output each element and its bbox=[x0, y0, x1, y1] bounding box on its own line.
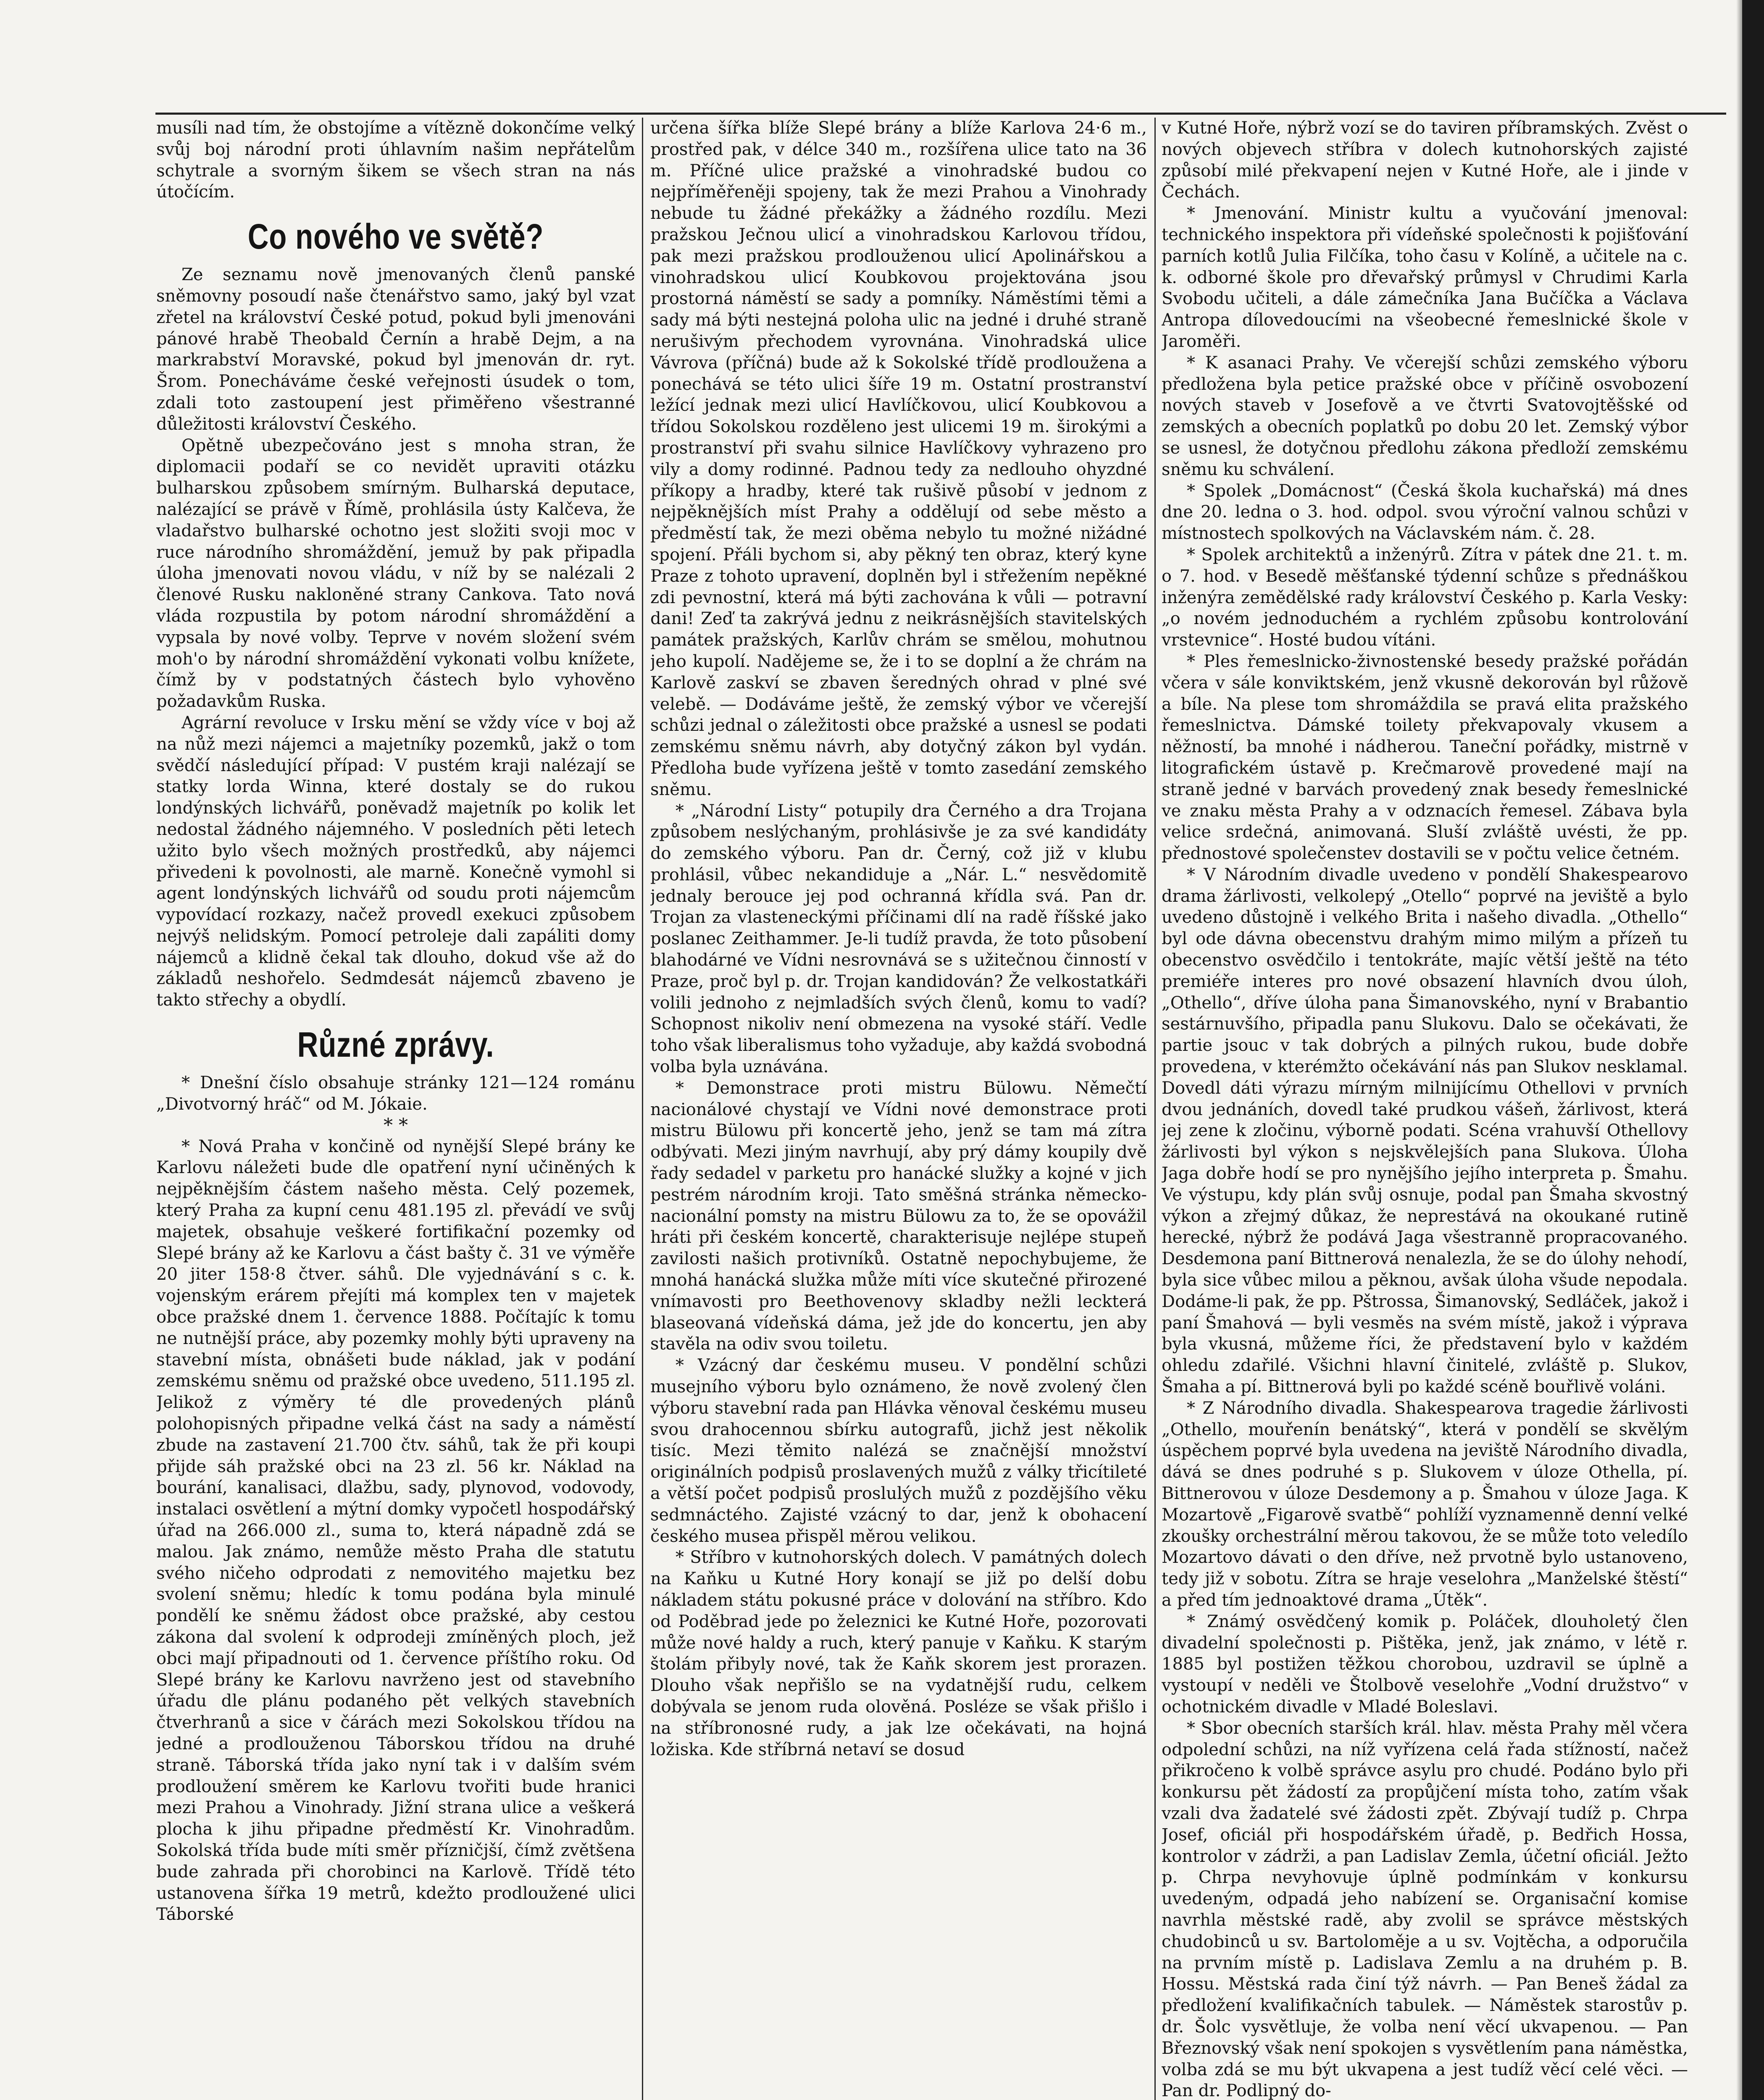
column-left bbox=[156, 118, 635, 2100]
section-heading-news: Co nového ve světě? bbox=[247, 217, 544, 257]
paragraph: * Nová Praha v končině od nynější Slepé brány ke Karlovu náležeti bude dle opatření nyní učiněných k nejpěknějším částem našeho města. Celý pozemek, který Praha za kupní cenu 481.195 zl. převádí ve svůj majetek, obsahuje veškeré fortifikační pozemky od Slepé brány až ke Karlovu a část bašty č. 31 ve výměře 20 jiter 158·8 čtver. sáhů. Dle vyjednávání s c. k. vojenským erárem přejíti má komplex ten v majetek obce pražské dnem 1. července 1888. Počítajíc k tomu ne nutnější práce, aby pozemky mohly býti upraveny na stavební místa, obnášeti bude náklad, jak v podání zemskému sněmu od pražské obce uvedeno, 511.195 zl. Jelikož z výměry té dle provedených plánů polohopisných připadne velká část na sady a náměstí zbude na zastavení 21.700 čtv. sáhů, tak že při koupi přijde sáh pražské obci na 23 zl. 56 kr. Náklad na bourání, kanalisaci, dlažbu, sady, plynovod, vodovody, instalaci osvětlení a mýtní domky vypočetl hospodářský úřad na 266.000 zl., suma to, která nápadně zdá se malou. Jak známo, nemůže město Praha dle statutu svého ničeho odprodati z nemovitého majetku bez svolení sněmu; hledíc k tomu podána byla minulé pondělí ke sněmu žádost obce pražské, aby cestou zákona dal svolení k odprodeji zmíněných ploch, jež obci mají připadnouti od 1. července příštího roku. Od Slepé brány ke Karlovu navrženo jest od stavebního úřadu dle plánu podaného pět velkých stavebních čtverhranů a sice v čárách mezi Sokolskou třídou na jedné a prodlouženou Táborskou třídou na druhé straně. Táborská třída jako nyní tak i v dalším svém prodloužení směrem ke Karlovu tvořiti bude hranici mezi Prahou a Vinohrady. Jižní strana ulice a veškerá plocha k jihu připadne předměstí Kr. Vinohradům. Sokolská třída bude míti směr přízničjší, čímž zvětšena bude zahrada při chorobinci na Karlově. Třídě této ustanovena šířka 19 metrů, kdežto prodloužené ulici Táborské bbox=[156, 1137, 635, 1924]
paragraph: * Demonstrace proti mistru Bülowu. Němečtí nacionálové chystají ve Vídni nové demonstrace proti mistru Bülowu při koncertě jeho, jenž se tam má zítra odbývati. Mezi jiným navrhují, aby prý dámy koupily dvě řady sedadel v parketu pro hanácké služky a kojné v jich pestrém národním kroji. Tato směšná stránka německo-nacionální pomsty na mistru Bülowu za to, že se opovážil hráti při českém koncertě, charakterisuje nejlépe stupeň zavilosti našich protivníků. Ostatně nepochybujeme, že mnohá hanácká služka může míti více skutečné přirozené vnímavosti pro Beethovenovy skladby nežli leckterá blaseovaná vídeňská dáma, jež jde do koncertu, jen aby stavěla na odiv svou toiletu. bbox=[650, 1078, 1147, 1354]
scan-edge-shadow bbox=[1736, 0, 1742, 2100]
paragraph: * V Národním divadle uvedeno v pondělí Shakespearovo drama žárlivosti, velkolepý „Otello“ poprvé na jeviště a bylo uvedeno důstojně i velkého Brita i našeho divadla. „Othello“ byl ode dávna obecenstvu drahým mimo milým a přízeň tu obecenstvo osvědčilo i tentokráte, majíc větší ještě na této premiéře interes pro nové obsazení hlavních dvou úloh, „Othello“, dříve úloha pana Šimanovského, nyní v Brabantio sestárnuvšího, připadla panu Slukovu. Dalo se očekávati, že partie jsouc v tak dobrých a pilných rukou, bude dobře provedena, v kterémžto očekávání nás pan Slukov nesklamal. Dovedl dáti výrazu mírným milnijícímu Othellovi v prvních dvou jednáních, dovedl také prudkou vášeň, žárlivost, která jej zene k zločinu, výborně podati. Scéna vrahuvší Othellovy žárlivosti byl výkon s nejskvělejších pana Slukova. Úloha Jaga dobře hodí se pro nynějšího jejího interpreta p. Šmahu. Ve výstupu, kdy plán svůj osnuje, podal pan Šmaha skvostný výkon a zřejmý důkaz, že neprestává na okoukané rutině herecké, nýbrž že podává Jaga všestranně propracovaného. Desdemona paní Bittnerová nenalezla, že se do úlohy nehodí, byla sice vůbec milou a pěknou, avšak úloha všude nepodala. Dodáme-li pak, že pp. Pštrossa, Šimanovský, Sedláček, jakož i paní Šmahová — byli vesměs na svém místě, jakož i výprava byla vkusná, můžeme říci, že představení bylo v každém ohledu zdařilé. Všichni hlavní činitelé, zvláště p. Slukov, Šmaha a pí. Bittnerová byli po každé scéně bouřlivě voláni. bbox=[1162, 865, 1688, 1397]
column-middle bbox=[650, 118, 1147, 2100]
paragraph: Ze seznamu nově jmenovaných členů panské sněmovny posoudí naše čtenářstvo samo, jaký byl vzat zřetel na království České potud, pokud byli jmenováni pánové hrabě Theobald Černín a hrabě Dejm, a na markrabství Moravské, pokud byl jmenován dr. ryt. Šrom. Ponecháváme české veřejnosti úsudek o tom, zdali toto zastoupení jest přiměřeno všestranné důležitosti království Českého. bbox=[156, 265, 635, 434]
paragraph: * „Národní Listy“ potupily dra Černého a dra Trojana způsobem neslýchaným, prohlásivše je za své kandidáty do zemského výboru. Pan dr. Černý, což již v klubu prohlásil, vůbec nekandiduje a „Nár. L.“ nesvědomitě jednaly berouce jej pod ochranná křídla svá. Pan dr. Trojan za vlasteneckými příčinami dlí na radě říšské jako poslanec Zeithammer. Je-li tudíž pravda, že toto působení blahodárné ve Vídni nesrovnává se s užitečnou činností v Praze, proč byl p. dr. Trojan kandidován? Že velkostatkáři volili jednoho z nejmladších svých členů, komu to vadí? Schopnost nikoliv není obmezena na vysoké stáří. Vedle toho však liberalismus toho vyžaduje, aby každá svobodná volba byla uznávána. bbox=[650, 801, 1147, 1077]
paragraph: * Stříbro v kutnohorských dolech. V památných dolech na Kaňku u Kutné Hory konají se již po delší dobu nákladem státu pokusné práce v dolování na stříbro. Kdo od Poděbrad jede po železnici ke Kutné Hoře, pozorovati může nové haldy a ruch, který panuje v Kaňku. K starým štolám přibyly nové, tak že Kaňk skorem jest prorazen. Dlouho však nepřišlo se na vydatnější rudu, celkem dobývala se jenom ruda olověná. Posléze se však přišlo i na stříbronosné rudy, a jak lze očekávati, na hojná ložiska. Kde stříbrná netaví se dosud bbox=[650, 1548, 1147, 1759]
asterisk-divider: * * bbox=[384, 1114, 408, 1136]
paragraph: * Z Národního divadla. Shakespearova tragedie žárlivosti „Othello, mouřenín benátský“, která v pondělí se skvělým úspěchem poprvé byla uvedena na jeviště Národního divadla, dává se dnes podruhé s p. Slukovem v úloze Othella, pí. Bittnerovou v úloze Desdemony a p. Šmahou v úloze Jaga. K Mozartově „Figarově svatbě“ pohlíží vyznamenně denní velké zkoušky orchestrální měrou takovou, že se může toto veledílo Mozartovo dávati o den dříve, než prvotně bylo ustanoveno, tedy již v sobotu. Zítra se hraje veselohra „Manželské štěstí“ a před tím jednoaktové drama „Útěk“. bbox=[1162, 1398, 1688, 1610]
column-divider bbox=[642, 118, 643, 2100]
paragraph: * Vzácný dar českému museu. V pondělní schůzi musejního výboru bylo oznámeno, že nově zvolený člen výboru stavební rada pan Hlávka věnoval českému museu svou drahocennou sbírku autografů, jichž jest několik tisíc. Mezi těmito nalézá se značnější množství originálních podpisů proslavených mužů z války třicítileté a větší počet podpisů proslulých mužů z pozdějšího věku sedmnáctého. Zajisté vzácný to dar, jenž k obohacení českého musea přispěl měrou velikou. bbox=[650, 1356, 1147, 1546]
column-right bbox=[1162, 118, 1688, 2100]
paragraph: * Ples řemeslnicko-živnostenské besedy pražské pořádán včera v sále konviktském, jenž vkusně dekorován byl růžově a bíle. Na plese tom shromáždila se pravá elita pražského řemeslnictva. Dámské toilety překvapovaly vkusem a něžností, ba mnohé i nádherou. Taneční pořádky, mistrně v litografickém ústavě p. Krečmarově provedené mají na straně jedné v barvách provedený znak besedy řemeslnické ve znaku města Prahy a v odznacích řemesel. Zábava byla velice srdečná, animovaná. Sluší zvláště uvésti, že pp. přednostové společenstev dostavili se v počtu velice četném. bbox=[1162, 651, 1688, 864]
paragraph: * Sbor obecních starších král. hlav. města Prahy měl včera odpolední schůzi, na níž vyřízena celá řada stížností, načež přikročeno k volbě správce asylu pro chudé. Podáno bylo při konkursu pět žádostí za propůjčení místa toho, zatím však vzali dva žadatelé své žádosti zpět. Zbývají tudíž p. Chrpa Josef, oficiál při hospodářském úřadě, p. Bedřich Hossa, kontrolor v zádrži, a pan Ladislav Zemla, účetní oficiál. Ježto p. Chrpa nevyhovuje úplně podmínkám v konkursu uvedeným, odpadá jeho nabízení se. Organisační komise navrhla městské radě, aby zvolil se správce městských chudobinců u sv. Bartoloměje a u sv. Vojtěcha, a odporučila na prvním místě p. Ladislava Zemlu a na druhém p. B. Hossu. Městská rada činí týž návrh. — Pan Beneš žádal za předložení kvalifikačních tabulek. — Náměstek starostův p. dr. Šolc vysvětluje, že volba není věcí ukvapenou. — Pan Březnovský však není spokojen s vysvětlením pana náměstka, volba zdá se mu být ukvapena a jest tudíž věcí celé věci. — Pan dr. Podlipný do- bbox=[1162, 1718, 1688, 2100]
column-divider bbox=[1154, 118, 1156, 2100]
top-border-rule bbox=[155, 113, 1726, 115]
section-heading-misc: Různé zprávy. bbox=[297, 1025, 494, 1065]
paragraph: * Spolek „Domácnost“ (Česká škola kuchařská) má dnes dne 20. ledna o 3. hod. odpol. svou výroční valnou schůzi v místnostech spolkových na Václavském nám. č. 28. bbox=[1162, 481, 1688, 543]
paragraph: * Spolek architektů a inženýrů. Zítra v pátek dne 21. t. m. o 7. hod. v Besedě měšťanské týdenní schůze s přednáškou inženýra zemědělské rady království Českého p. Karla Vesky: „o novém jednoduchém a rychlém způsobu kontrolování vrstevnice“. Hosté budou vítáni. bbox=[1162, 545, 1688, 650]
paragraph: určena šířka blíže Slepé brány a blíže Karlova 24·6 m., prostřed pak, v délce 340 m., rozšířena ulice tato na 36 m. Příčné ulice pražské a vinohradské budou co nejpříměřeněji spojeny, tak že mezi Prahou a Vinohrady nebude tu žádné překážky a žádného rozdílu. Mezi pražskou Ječnou ulicí a vinohradskou Karlovou třídou, pak mezi pražskou prodlouženou ulicí Apolinářskou a vinohradskou ulicí Koubkovou projektována jsou prostorná náměstí se sady a pomníky. Náměstími těmi a sady má býti nestejná poloha ulic na jedné i druhé straně nerušivým přechodem vyrovnána. Vinohradská ulice Vávrova (příčná) bude až k Sokolské třídě prodloužena a ponechává se této ulici šíře 19 m. Ostatní prostranství ležící jednak mezi ulicí Havlíčkovou, ulicí Koubkovou a třídou Sokolskou rozděleno jest ulicemi 19 m. širokými a prostranství při svahu silnice Havlíčkovy vyhrazeno pro vily a domy rodinné. Padnou tedy za nedlouho ohyzdné příkopy a hradby, které tak rušivě působí v jednom z nejpěknějších míst Prahy a oddělují od sebe město a předměstí tak, že mezi oběma nebylo tu možné nižádné spojení. Přáli bychom si, aby pěkný ten obraz, který kyne Praze z tohoto upravení, doplněn byl i střežením nepěkné zdi pevnostní, která má býti zachována k vůli — potravní dani! Zeď ta zakrývá jednu z neikrásnějších stavitelských památek pražských, Karlův chrám se smělou, mohutnou jeho kupolí. Nadějeme se, že i to se doplní a že chrám na Karlově zaskví se zbaven šeredných ohrad v plné své velebě. — Dodáváme ještě, že zemský výbor ve včerejší schůzi jednal o záležitosti obce pražské a usnesl se podati zemskému sněmu návrh, aby dotyčný zákon byl vydán. Předloha bude vyřízena ještě v tomto zasedání zemského sněmu. bbox=[650, 118, 1147, 799]
paragraph: * Dnešní číslo obsahuje stránky 121—124 románu „Divotvorný hráč“ od M. Jókaie. bbox=[156, 1073, 635, 1114]
paragraph: * Jmenování. Ministr kultu a vyučování jmenoval: technického inspektora při vídeňské společnosti k pojišťování parních kotlů Julia Filčíka, toho času v Kolíně, a učitele na c. k. odborné škole pro dřevařský průmysl v Chrudimi Karla Svobodu učiteli, a dále zámečníka Jana Bučíčka a Václava Antropa dílovedoucími na všeobecné řemeslnické škole v Jaroměři. bbox=[1162, 204, 1688, 351]
paragraph: * Známý osvědčený komik p. Poláček, dlouholetý člen divadelní společnosti p. Pištěka, jenž, jak známo, v létě r. 1885 byl postižen těžkou chorobou, uzdravil se úplně a vystoupí v neděli ve Štolbově veselohře „Vodní družstvo“ v ochotnickém divadle v Mladé Boleslavi. bbox=[1162, 1612, 1688, 1717]
paragraph: Agrární revoluce v Irsku mění se vždy více v boj až na nůž mezi nájemci a majetníky pozemků, jakž o tom svědčí následující případ: V pustém kraji nalézají se statky lorda Winna, které dostaly se do rukou londýnských lichvářů, poněvadž majetník po kolik let nedostal žádného nájemného. V posledních pěti letech užito bylo všech možných prostředků, aby nájemci přivedeni k povolnosti, ale marně. Konečně vymohl si agent londýnských lichvářů od soudu proti nájemcům vypovídací rozkazy, načež provedl exekuci způsobem nejvýš nelidským. Pomocí petroleje dali zapáliti domy nájemců a klidně čekal tak dlouho, dokud vše až do základů neshořelo. Sedmdesát nájemců zbaveno je takto střechy a obydlí. bbox=[156, 713, 635, 1010]
paragraph: * K asanaci Prahy. Ve včerejší schůzi zemského výboru předložena byla petice pražské obce v příčině osvobození nových staveb v Josefově a ve čtvrti Svatovojtěšské od zemských a obecních poplatků po dobu 20 let. Zemský výbor se usnesl, že dotyčnou předlohu zákona předloží zemskému sněmu ku schválení. bbox=[1162, 353, 1688, 479]
paragraph: Opětně ubezpečováno jest s mnoha stran, že diplomacii podaří se co nevidět upraviti otázku bulharskou způsobem smírným. Bulharská deputace, nalézající se právě v Římě, prohlásila ústy Kalčeva, že vladařstvo bulharské ochotno jest složiti svoji moc v ruce národního shromáždění, jemuž by pak připadla úloha jmenovati novou vládu, v níž by se nalézali 2 členové Rusku nakloněné strany Cankova. Tato nová vláda rozpustila by potom národní shromáždění a vypsala by nové volby. Teprve v novém složení svém moh'o by národní shromáždění vykonati volbu knížete, čímž by v podstatných částech bylo vyhověno požadavkům Ruska. bbox=[156, 436, 635, 711]
paragraph: musíli nad tím, že obstojíme a vítězně dokončíme velký svůj boj národní proti úhlavním našim nepřátelům schytrale a svorným šikem se všech stran na nás útočícím. bbox=[156, 118, 635, 202]
paragraph: v Kutné Hoře, nýbrž vozí se do taviren příbramských. Zvěst o nových objevech stříbra v dolech kutnohorských zajisté způsobí milé překvapení nejen v Kutné Hoře, ale i jinde v Čechách. bbox=[1162, 118, 1688, 202]
scan-edge bbox=[1742, 0, 1764, 2100]
